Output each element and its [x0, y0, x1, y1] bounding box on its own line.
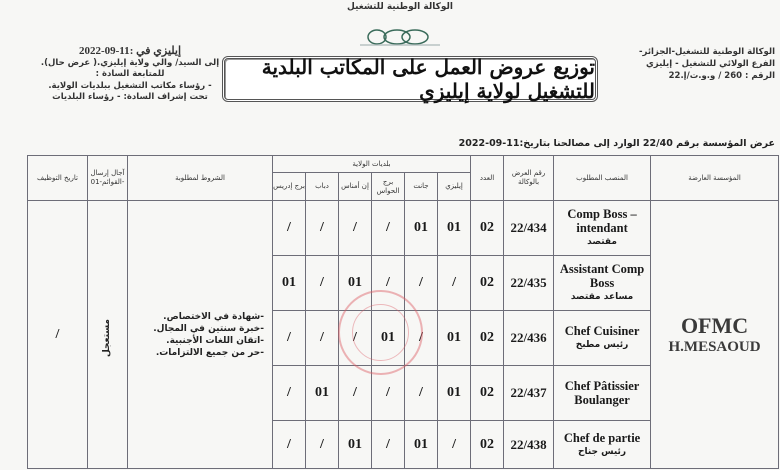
sender-block-right [620, 46, 775, 82]
condition-item: -اتقان اللغات الأجنبية. [166, 335, 264, 346]
municipality-cell: / [273, 366, 306, 421]
issue-date: إيليزي في :11-09-2022 [78, 45, 182, 57]
company-name: OFMC [680, 313, 749, 338]
address-block-left [40, 46, 220, 104]
municipality-cell: / [339, 366, 372, 421]
municipality-cell: 01 [339, 421, 372, 469]
company-subname: H.MESAOUD [668, 339, 761, 355]
municipality-cell: 01 [339, 256, 372, 311]
header-deadline: آجال إرسال القوائم-01- [88, 156, 128, 201]
municipality-cell: / [273, 201, 306, 256]
count-cell: 02 [471, 311, 504, 366]
municipality-cell: / [306, 256, 339, 311]
job-offers-table [27, 155, 779, 469]
company-cell [651, 201, 779, 469]
agency-name-top: الوكالة الوطنية للتشغيل [347, 2, 453, 12]
position-fr: Chef Cuisiner [564, 324, 640, 338]
header-municipality-debdeb: دباب [306, 173, 339, 201]
sender-branch: الفرع الولائي للتشغيل - إيليزي [646, 59, 775, 69]
position-ar: مساعد مقتصد [570, 292, 634, 302]
position-fr: Assistant Comp Boss [559, 262, 645, 290]
municipality-cell: / [372, 421, 405, 469]
municipality-cell: 01 [405, 201, 438, 256]
condition-item: -شهادة في الاختصاص. [163, 311, 264, 322]
header-municipality-djanet: جانت [405, 173, 438, 201]
municipality-cell: / [306, 311, 339, 366]
offer-ref-cell: 22/436 [504, 311, 554, 366]
header-count: العدد [471, 156, 504, 201]
count-cell: 02 [471, 201, 504, 256]
municipality-cell: 01 [438, 201, 471, 256]
municipality-cell: / [273, 421, 306, 469]
municipality-cell: 01 [405, 421, 438, 469]
municipality-cell: / [372, 256, 405, 311]
deadline-value: مستعجل [102, 318, 113, 358]
offer-ref-cell: 22/435 [504, 256, 554, 311]
municipality-cell: / [306, 421, 339, 469]
position-cell [554, 366, 651, 421]
header-municipality-bordj-omar-driss: برج إدريس [273, 173, 306, 201]
municipality-cell: / [339, 311, 372, 366]
municipality-cell: / [372, 201, 405, 256]
recipients-list: - رؤساء مكاتب التشغيل ببلديات الولاية. [48, 80, 212, 91]
offer-ref-cell: 22/437 [504, 366, 554, 421]
supervision-line: تحت إشراف السادة: - رؤساء البلديات [52, 92, 208, 102]
deadline-cell [88, 201, 128, 469]
header-hire-date: تاريخ التوظيف [28, 156, 88, 201]
position-cell [554, 201, 651, 256]
municipality-cell: / [339, 201, 372, 256]
municipality-cell: / [405, 366, 438, 421]
condition-item: -خبرة سنتين في المجال. [153, 323, 264, 334]
count-cell: 02 [471, 256, 504, 311]
hire-date-cell: / [28, 201, 88, 469]
position-cell [554, 421, 651, 469]
conditions-cell [128, 201, 273, 469]
recipient-line: إلى السيد/ والي ولاية إيليزي.( عرض حال). [40, 57, 220, 68]
header-position: المنصب المطلوب [554, 156, 651, 201]
municipality-cell: / [372, 366, 405, 421]
sender-agency: الوكالة الوطنية للتشغيل-الجزائر- [639, 47, 775, 57]
condition-item: -حر من جميع الالتزامات. [155, 347, 264, 358]
municipality-cell: 01 [306, 366, 339, 421]
municipality-cell: / [273, 311, 306, 366]
header-municipality-illizi: إيليزي [438, 173, 471, 201]
followup-line: للمتابعة السادة : [95, 69, 165, 79]
page-title: توزيع عروض العمل على المكاتب البلدية للتشغيل لولاية إيليزي [261, 55, 595, 103]
header-conditions: الشروط لمطلوبة [128, 156, 273, 201]
header-company: المؤسسة العارضة [651, 156, 779, 201]
offer-ref-cell: 22/438 [504, 421, 554, 469]
position-cell [554, 311, 651, 366]
position-cell [554, 256, 651, 311]
header-municipalities: بلديات الولاية [273, 156, 471, 173]
position-ar: رئيس جناح [577, 446, 627, 457]
municipality-cell: / [306, 201, 339, 256]
offer-reference-line: عرض المؤسسة برقم 22/40 الوارد إلى مصالحنا بتاريخ:11-09-2022 [458, 138, 775, 149]
offer-ref-cell: 22/434 [504, 201, 554, 256]
header-municipality-in-amenas: إن أمناس [339, 173, 372, 201]
municipality-cell: 01 [438, 311, 471, 366]
municipality-cell: 01 [273, 256, 306, 311]
position-fr: Comp Boss – intendant [567, 207, 637, 235]
reference-number: الرقم : 260 / و.و.ت/إ.22 [668, 71, 775, 81]
title-banner [222, 56, 598, 102]
position-fr: Chef Pâtissier Boulanger [564, 379, 640, 407]
municipality-cell: / [438, 256, 471, 311]
header-municipality-bordj-el-haouas: برج الحواس [372, 173, 405, 201]
position-ar: مقتصد [587, 237, 617, 247]
position-ar: رئيس مطبخ [575, 340, 629, 350]
municipality-cell: 01 [372, 311, 405, 366]
position-fr: Chef de partie [563, 430, 641, 445]
table-row [28, 201, 779, 256]
municipality-cell: 01 [438, 366, 471, 421]
header-offer-ref: رقم العرض بالوكالة [504, 156, 554, 201]
municipality-cell: / [438, 421, 471, 469]
municipality-cell: / [405, 256, 438, 311]
count-cell: 02 [471, 366, 504, 421]
municipality-cell: / [405, 311, 438, 366]
count-cell: 02 [471, 421, 504, 469]
logo-caption [360, 44, 440, 46]
